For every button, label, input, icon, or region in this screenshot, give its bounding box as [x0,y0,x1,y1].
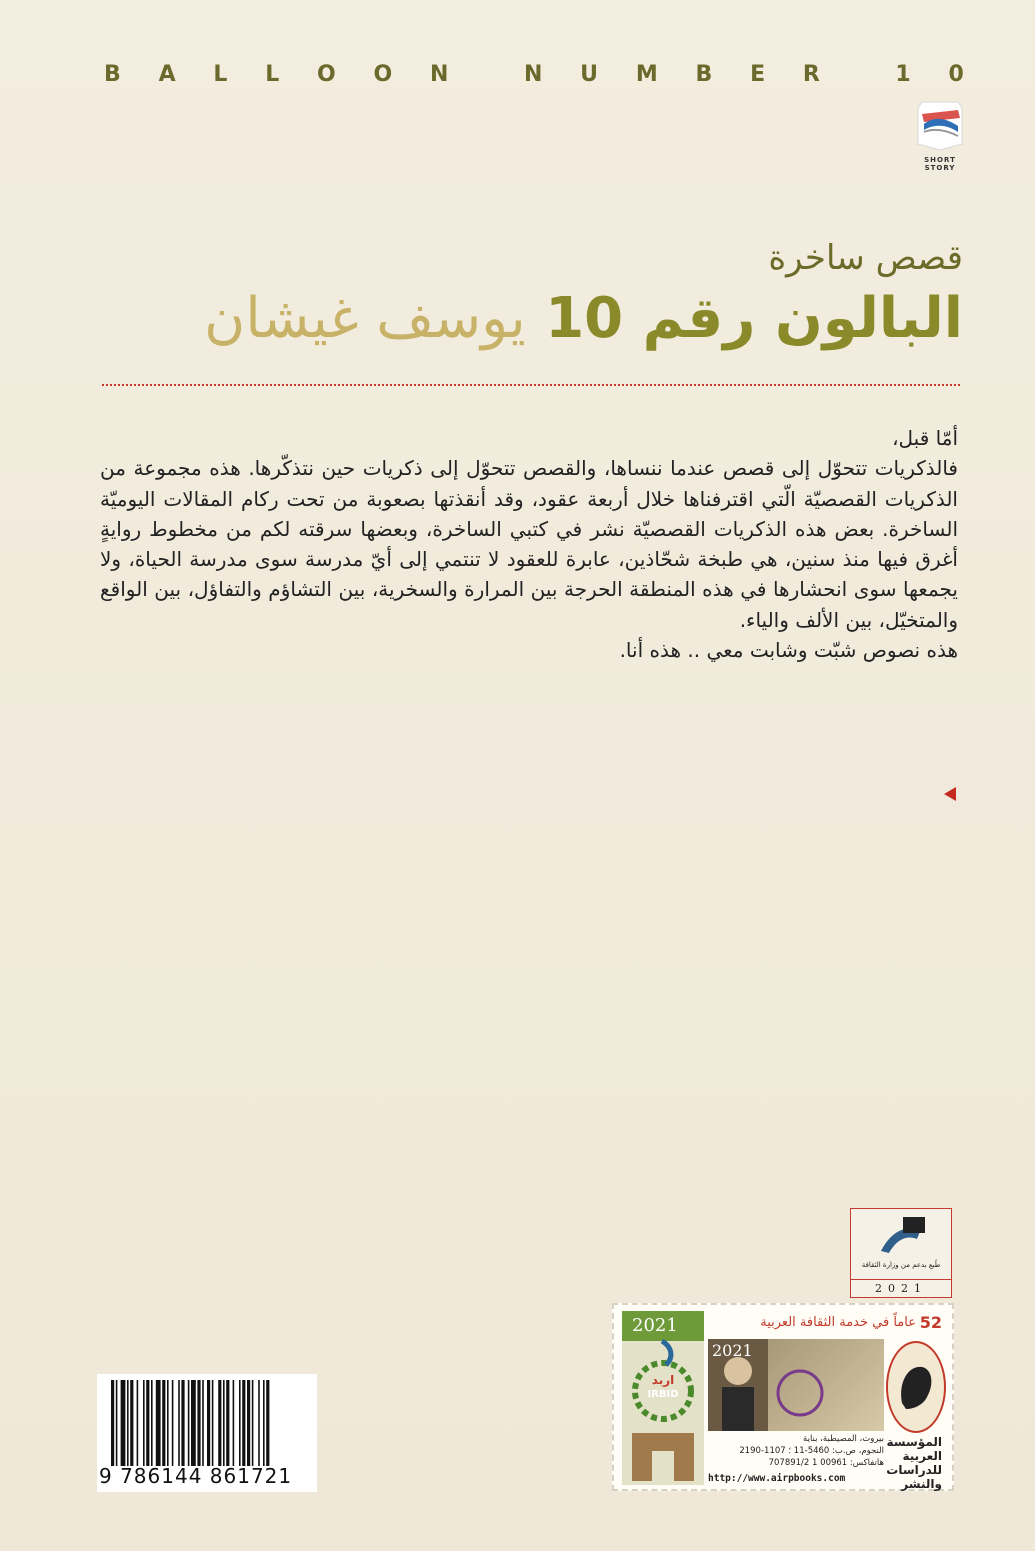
isbn-barcode [97,1374,317,1492]
series-letter: M [635,62,658,87]
address-line: بيروت، المصيطبة، بناية [803,1434,884,1444]
logo-label [916,156,964,172]
publisher-seal-icon [886,1341,946,1433]
logo-line-1: SHORT [924,156,956,164]
dotted-divider [102,384,960,386]
logo-icon [916,100,964,152]
logo-line-2: STORY [924,164,956,172]
ministry-year: 2021 [851,1279,951,1295]
stamp-banner: عاماً في خدمة الثقافة العربية [760,1315,916,1330]
title-author-name: يوسف غيشان [204,286,526,351]
stamp-year-photo: 2021 [712,1341,753,1360]
book-subtitle: قصص ساخرة [768,238,963,278]
book-title [204,286,963,351]
series-letter: 0 [948,62,964,87]
series-letter: 1 [895,62,911,87]
series-letter: L [265,62,280,87]
blurb-text [100,423,958,665]
stamp-publisher-panel [706,1311,946,1491]
series-letter: L [213,62,228,87]
irbid-english: IRBID [647,1389,679,1400]
series-letter: B [695,62,713,87]
ministry-label: طُبع بدعم من وزارة الثقافة [861,1261,941,1269]
series-letter: O [373,62,393,87]
series-letter: R [802,62,820,87]
short-story-logo [916,100,964,180]
ministry-of-culture-badge [850,1208,952,1298]
stamp-irbid-panel [622,1311,704,1485]
blurb-paragraph: هذه نصوص شبّت وشابت معي .. هذه أنا. [619,638,958,663]
publisher-address [712,1433,884,1469]
stamp-number: 52 [919,1313,942,1332]
blurb-paragraph: أمّا قبل، [892,426,958,450]
triangle-marker-icon [944,787,956,801]
barcode-bars-icon [111,1380,307,1466]
series-letter: U [580,62,599,87]
series-letter: B [104,62,121,87]
publisher-url: http://www.airpbooks.com [708,1473,846,1484]
address-line: النجوم، ص.ب: 5460-11 ؛ 1107-2190 [739,1446,884,1456]
series-letter: A [158,62,176,87]
isbn-number: 9 786144 861721 [99,1464,293,1488]
ministry-logo-icon [851,1211,951,1261]
series-letter: E [750,62,766,87]
address-line: هاتفاكس: 00961 1 707891/2 [768,1458,884,1468]
publisher-stamp [612,1303,954,1491]
series-letter: O [317,62,336,87]
blurb-paragraph: فالذكريات تتحوّل إلى قصص عندما ننساها، والقصص تتحوّل إلى ذكريات حين نتذكّرها. هذه مجموعة من الذكريات القصصيّة الّتي اقترفناها خلال أربعة عقود، وقد أنقذتها بصعوبة من تحت ركام المقالات اليوميّة الساخرة. بعض هذه الذكريات القصصيّة نشر في كتبي الساخرة، وبعضها سرقته لكم من مخطوط روايةٍ أغرق فيها منذ سنين، هي طبخة شحّاذين، عابرة للعقود لا تنتمي إلى أيّ مدرسة سوى مدرسة الحياة، ولا يجمعها سوى انحشارها في هذه المنطقة الحرجة بين المرارة والسخرية، بين التشاؤم والتفاؤل، بين الواقع والمتخيّل، بين الألف والياء. [100,456,958,632]
irbid-arabic: اربد [651,1373,675,1387]
title-book-name: البالون رقم 10 [545,286,963,351]
stamp-year-left: 2021 [632,1315,678,1336]
series-title [104,62,964,87]
series-letter: N [523,62,543,87]
series-letter: N [429,62,449,87]
publisher-name: المؤسسة العربية للدراسات والنشر [886,1435,942,1491]
